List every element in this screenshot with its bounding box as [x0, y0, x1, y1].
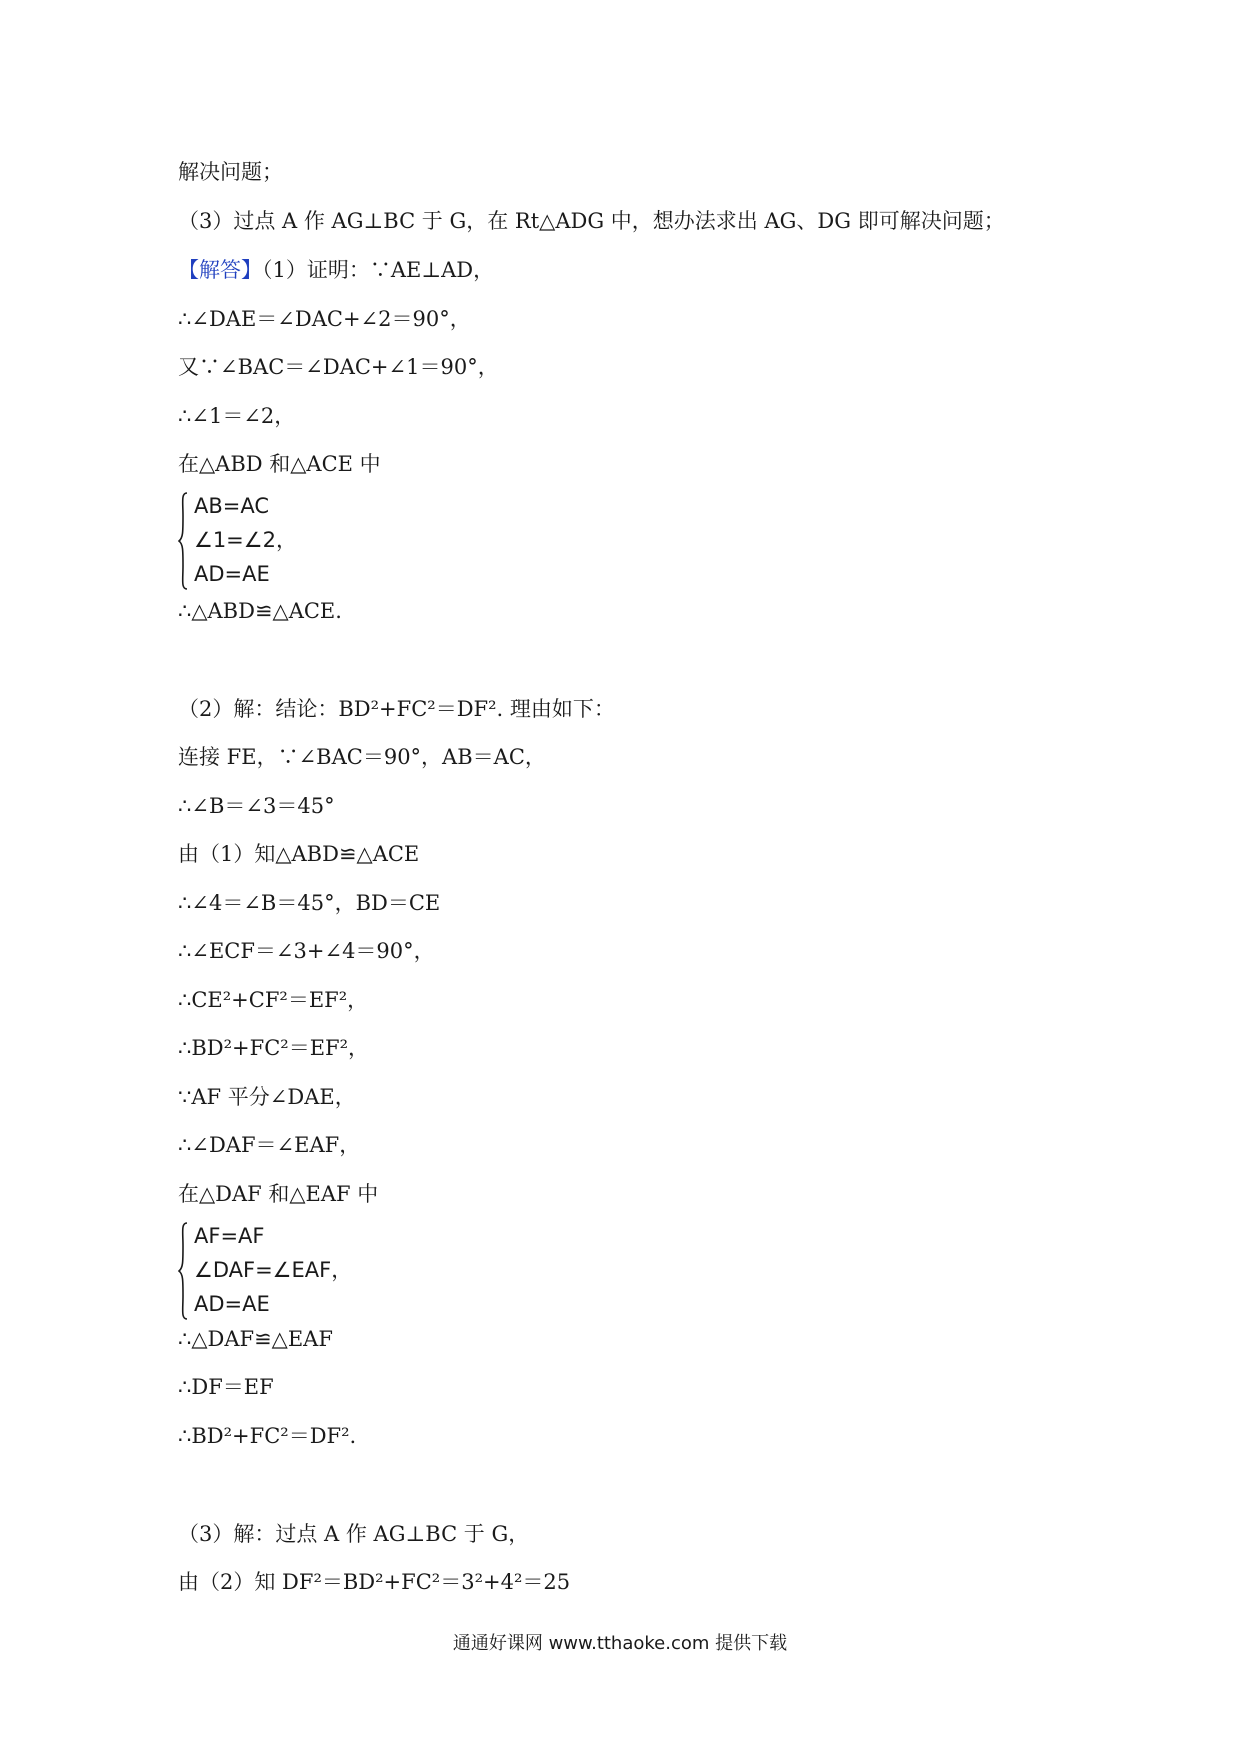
text-line: ∴△ABD≌△ACE. [178, 599, 342, 623]
text-line: ∴CE²+CF²＝EF²， [178, 988, 369, 1012]
text-line: 由（2）知 DF²＝BD²+FC²＝3²+4²＝25 [178, 1570, 571, 1594]
text-line: 解决问题； [178, 160, 283, 184]
system-row: AF=AF [194, 1224, 265, 1248]
system-row: AB=AC [194, 494, 270, 518]
equation-system-1 [178, 492, 338, 590]
text-line: 又∵∠BAC＝∠DAC+∠1＝90°， [178, 355, 499, 379]
text-line: ∴∠DAE＝∠DAC+∠2＝90°， [178, 307, 471, 331]
equation-system-2 [178, 1222, 353, 1320]
system-row: ∠DAF=∠EAF， [194, 1258, 353, 1282]
text-line: （3）过点 A 作 AG⊥BC 于 G，在 Rt△ADG 中，想办法求出 AG、DG 即可解决问题； [178, 209, 1005, 233]
left-brace-icon [178, 1222, 188, 1320]
text-line: （3）解：过点 A 作 AG⊥BC 于 G， [178, 1522, 530, 1546]
text-line: ∴∠4＝∠B＝45°，BD＝CE [178, 891, 441, 915]
text-line: 在△ABD 和△ACE 中 [178, 452, 381, 476]
text-line: ∴BD²+FC²＝EF²， [178, 1036, 370, 1060]
solution-heading-line [178, 256, 494, 284]
text-line: ∴∠ECF＝∠3+∠4＝90°， [178, 939, 435, 963]
page-footer: 通通好课网 www.tthaoke.com 提供下载 [452, 1633, 788, 1654]
text-line: ∴∠B＝∠3＝45° [178, 794, 335, 818]
text-line: 由（1）知△ABD≌△ACE [178, 842, 420, 866]
text-line: 连接 FE，∵∠BAC＝90°，AB＝AC， [178, 745, 546, 769]
text-line: ∴DF＝EF [178, 1375, 274, 1399]
system-row: AD=AE [194, 1292, 270, 1316]
text-line: ∴∠1＝∠2， [178, 404, 296, 428]
text-span: （1）证明：∵AE⊥AD， [262, 258, 495, 282]
text-line: ∴∠DAF＝∠EAF， [178, 1133, 361, 1157]
system-row: ∠1=∠2， [194, 528, 297, 552]
left-brace-icon [178, 492, 188, 590]
text-line: （2）解：结论：BD²+FC²＝DF². 理由如下： [178, 697, 615, 721]
text-line: ∵AF 平分∠DAE， [178, 1085, 356, 1109]
text-line: ∴△DAF≌△EAF [178, 1327, 333, 1351]
solution-tag: 【解答】 [178, 258, 262, 282]
text-line: ∴BD²+FC²＝DF². [178, 1424, 357, 1448]
system-row: AD=AE [194, 562, 270, 586]
text-line: 在△DAF 和△EAF 中 [178, 1182, 379, 1206]
